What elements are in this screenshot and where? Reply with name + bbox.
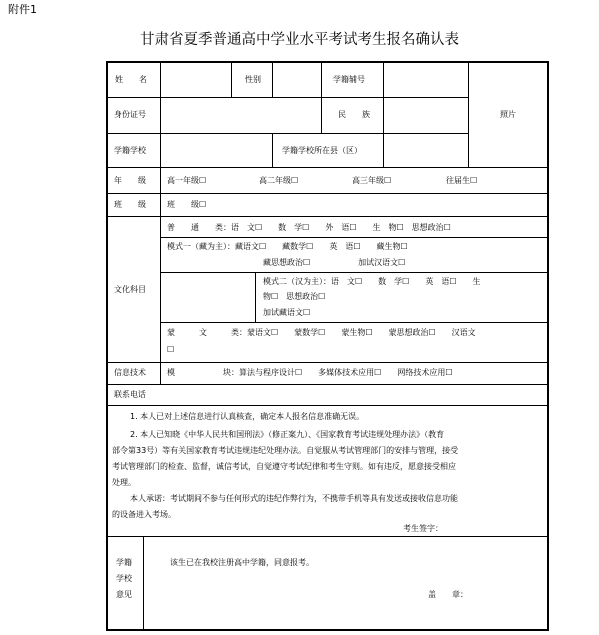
grade-option-2[interactable]: 高二年级☐: [259, 176, 299, 185]
row-divider: [106, 167, 549, 168]
school-field[interactable]: [161, 134, 272, 167]
class-label: 班 级: [114, 200, 146, 209]
gender-label: 性别: [245, 75, 261, 84]
mode2-extra[interactable]: 加试藏语文☐: [263, 308, 311, 317]
photo-label: 照片: [500, 110, 516, 119]
declaration-item-2-line-4: 处理。: [112, 478, 136, 487]
ethnicity-field[interactable]: [384, 98, 468, 133]
mode1-subjects[interactable]: 模式一（藏为主）：藏语文☐ 藏数学☐ 英 语☐ 藏生物☐: [167, 242, 408, 251]
declaration-item-2-line-3: 考试管理部门的检查、监督，诚信考试，自觉遵守考试纪律和考生守则。如有违反，愿意接受相应: [112, 462, 456, 471]
col-divider: [272, 133, 273, 167]
grade-option-3[interactable]: 高三年级☐: [352, 176, 392, 185]
grade-option-4[interactable]: 往届生☐: [446, 176, 478, 185]
subjects-label: 文化科目: [114, 285, 146, 294]
row-divider: [106, 405, 549, 406]
it-label: 信息技术: [114, 368, 146, 377]
declaration-item-2: 2. 本人已知晓《中华人民共和国刑法》（修正案九）、《国家教育考试违规处理办法》（教育: [130, 430, 445, 439]
form-title: 甘肃省夏季普通高中学业水平考试考生报名确认表: [140, 32, 459, 48]
signature-label: 考生签字：: [403, 524, 443, 533]
grade-option-1[interactable]: 高一年级☐: [167, 176, 207, 185]
mongol-subjects-cont[interactable]: ☐: [167, 345, 175, 354]
county-label: 学籍学校所在县（区）: [282, 146, 362, 155]
mode1-subjects-cont[interactable]: 藏思想政治☐ 加试汉语文☐: [263, 258, 406, 267]
school-opinion-text: 该生已在我校注册高中学籍，同意报考。: [170, 558, 314, 567]
id-card-label: 身份证号: [114, 110, 146, 119]
row-divider: [106, 216, 549, 217]
commitment-text: 本人承诺：考试期间不参与任何形式的违纪作弊行为，不携带手机等具有发送或接收信息功能: [130, 494, 458, 503]
col-divider: [255, 272, 256, 322]
gender-field[interactable]: [273, 62, 321, 97]
photo-box[interactable]: [469, 62, 547, 167]
name-label: 姓 名: [115, 75, 147, 84]
row-divider: [160, 237, 549, 238]
annex-label: 附件1: [8, 3, 37, 16]
mongol-subjects[interactable]: 蒙 文 类：蒙语文☐ 蒙数学☐ 蒙生物☐ 蒙思想政治☐ 汉语文: [167, 328, 476, 337]
phone-field[interactable]: [161, 385, 547, 405]
row-divider: [106, 536, 549, 537]
id-card-field[interactable]: [161, 98, 321, 133]
mode2-subjects[interactable]: 模式二（汉为主）：语 文☐ 数 学☐ 英 语☐ 生: [263, 277, 481, 286]
student-id-field[interactable]: [384, 62, 468, 97]
school-opinion-label-3: 意见: [116, 590, 132, 599]
col-divider: [321, 61, 322, 133]
name-field[interactable]: [161, 62, 231, 97]
general-subjects[interactable]: 普 通 类：语 文☐ 数 学☐ 外 语☐ 生 物☐ 思想政治☐: [167, 223, 451, 232]
declaration-item-1: 1. 本人已对上述信息进行认真核查，确定本人报名信息准确无误。: [130, 412, 365, 421]
commitment-text-cont: 的设备进入考场。: [112, 510, 176, 519]
grade-label: 年 级: [114, 176, 146, 185]
phone-label: 联系电话: [114, 390, 146, 399]
row-divider: [106, 193, 549, 194]
student-id-label: 学籍辅号: [333, 75, 365, 84]
signature-field[interactable]: [452, 521, 542, 535]
row-divider: [160, 272, 549, 273]
declaration-item-2-line-2: 部令第33号）等有关国家教育考试违规违纪处理办法。自觉服从考试管理部门的安排与管理，接受: [112, 446, 459, 455]
school-opinion-label-1: 学籍: [116, 558, 132, 567]
col-divider: [231, 61, 232, 97]
school-label: 学籍学校: [114, 146, 146, 155]
mode2-subjects-cont[interactable]: 物☐ 思想政治☐: [263, 292, 326, 301]
ethnicity-label: 民 族: [338, 110, 370, 119]
seal-label: 盖 章：: [428, 590, 468, 599]
col-divider: [143, 536, 144, 631]
row-divider: [106, 362, 549, 363]
school-opinion-label-2: 学校: [116, 574, 132, 583]
row-divider: [160, 322, 549, 323]
col-divider: [160, 167, 161, 384]
class-option[interactable]: 班 级☐: [167, 200, 207, 209]
it-modules[interactable]: 模 块：算法与程序设计☐ 多媒体技术应用☐ 网络技术应用☐: [167, 368, 453, 377]
county-field[interactable]: [384, 134, 468, 167]
